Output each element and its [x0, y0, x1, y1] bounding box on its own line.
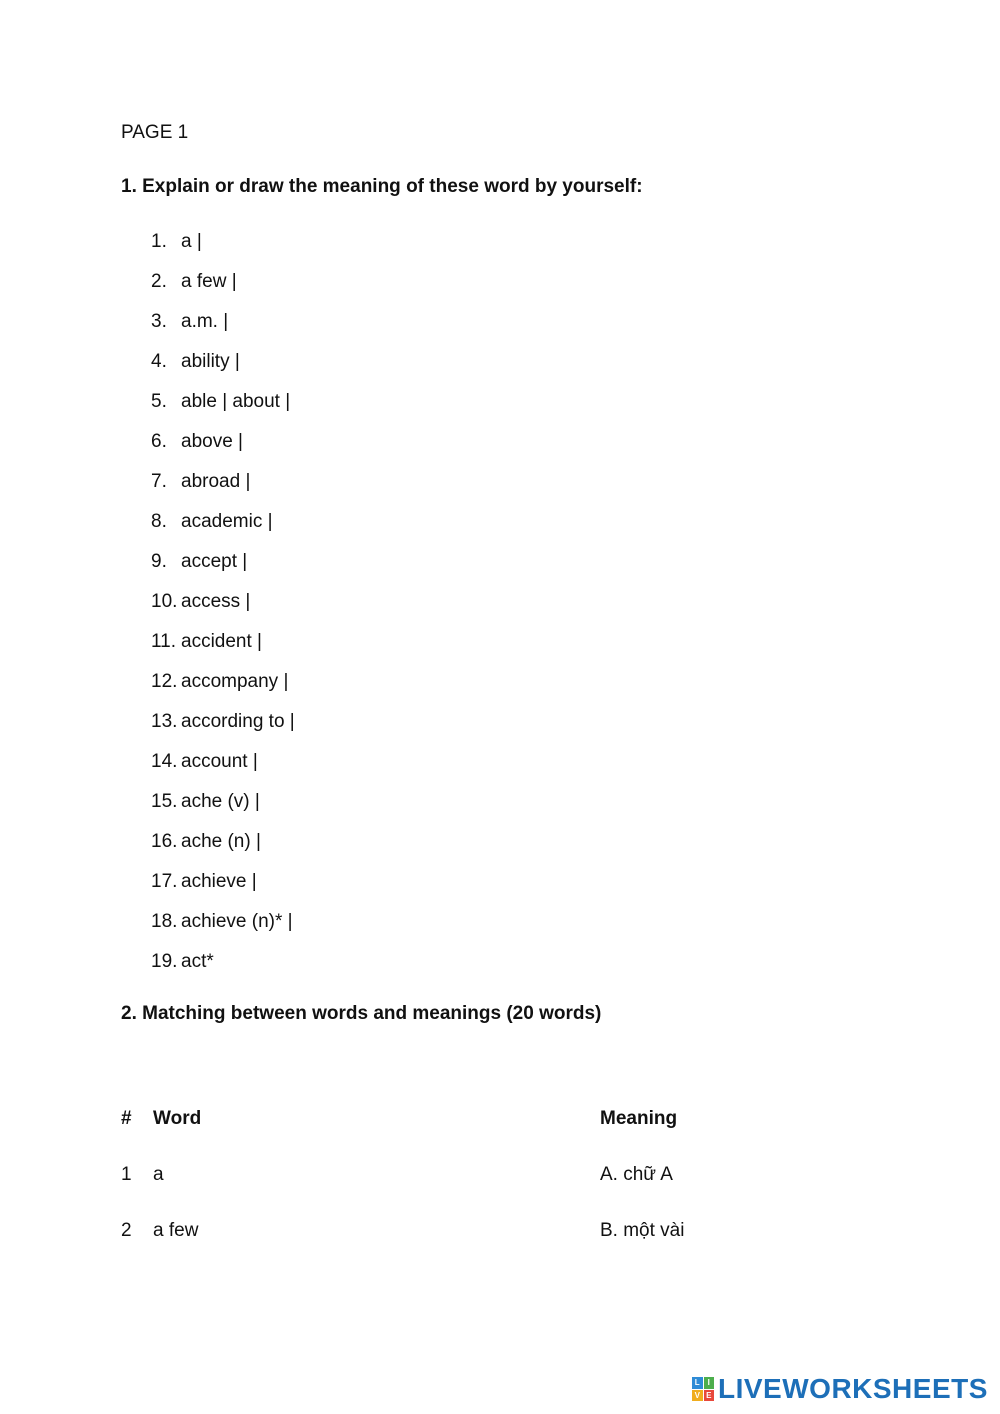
item-word: accident |: [181, 631, 262, 652]
badge-letter: E: [704, 1390, 715, 1402]
list-item: [151, 869, 295, 909]
column-header-word: Word: [153, 1108, 202, 1129]
list-item: [151, 749, 295, 789]
liveworksheets-logo: [692, 1373, 988, 1405]
item-number: 6.: [151, 431, 167, 452]
column-header-number: #: [121, 1108, 132, 1129]
item-number: 4.: [151, 351, 167, 372]
list-item: [151, 829, 295, 869]
list-item: [151, 709, 295, 749]
item-number: 8.: [151, 511, 167, 532]
badge-letter: L: [692, 1377, 703, 1389]
item-word: above |: [181, 431, 243, 452]
item-word: ache (n) |: [181, 831, 261, 852]
list-item: [151, 949, 295, 989]
row-number: 2: [121, 1220, 132, 1241]
item-number: 18.: [151, 911, 178, 932]
logo-badge-icon: [692, 1377, 714, 1401]
word-list: [151, 229, 295, 989]
list-item: [151, 789, 295, 829]
item-word: according to |: [181, 711, 295, 732]
item-number: 15.: [151, 791, 178, 812]
item-word: access |: [181, 591, 251, 612]
list-item: [151, 269, 295, 309]
item-word: achieve |: [181, 871, 257, 892]
section-2-heading: 2. Matching between words and meanings (20 words): [121, 1003, 602, 1024]
item-word: act*: [181, 951, 214, 972]
item-word: accompany |: [181, 671, 289, 692]
item-number: 10.: [151, 591, 178, 612]
item-word: account |: [181, 751, 258, 772]
item-word: academic |: [181, 511, 273, 532]
item-word: abroad |: [181, 471, 251, 492]
table-header-row: [121, 1108, 881, 1164]
item-number: 11.: [151, 631, 177, 652]
logo-text: LIVEWORKSHEETS: [718, 1373, 988, 1404]
item-word: ability |: [181, 351, 240, 372]
item-word: a |: [181, 231, 202, 252]
list-item: [151, 509, 295, 549]
list-item: [151, 469, 295, 509]
matching-table: [121, 1108, 881, 1276]
row-word: a: [153, 1164, 164, 1185]
list-item: [151, 229, 295, 269]
badge-letter: V: [692, 1390, 703, 1402]
item-number: 5.: [151, 391, 167, 412]
item-number: 19.: [151, 951, 178, 972]
item-word: accept |: [181, 551, 248, 572]
row-meaning: A. chữ A: [600, 1164, 673, 1185]
list-item: [151, 389, 295, 429]
item-number: 7.: [151, 471, 167, 492]
list-item: [151, 309, 295, 349]
item-word: able | about |: [181, 391, 291, 412]
item-number: 17.: [151, 871, 178, 892]
item-number: 9.: [151, 551, 167, 572]
table-row: [121, 1164, 881, 1220]
row-word: a few: [153, 1220, 199, 1241]
row-meaning: B. một vài: [600, 1220, 685, 1241]
item-number: 12.: [151, 671, 178, 692]
item-word: a few |: [181, 271, 237, 292]
list-item: [151, 549, 295, 589]
item-number: 1.: [151, 231, 167, 252]
table-row: [121, 1220, 881, 1276]
section-1-heading: 1. Explain or draw the meaning of these word by yourself:: [121, 176, 643, 197]
item-word: ache (v) |: [181, 791, 260, 812]
column-header-meaning: Meaning: [600, 1108, 678, 1129]
item-word: a.m. |: [181, 311, 229, 332]
list-item: [151, 909, 295, 949]
item-word: achieve (n)* |: [181, 911, 293, 932]
page-label: PAGE 1: [121, 122, 189, 143]
item-number: 13.: [151, 711, 178, 732]
list-item: [151, 629, 295, 669]
row-number: 1: [121, 1164, 132, 1185]
list-item: [151, 669, 295, 709]
list-item: [151, 349, 295, 389]
badge-letter: I: [704, 1377, 715, 1389]
item-number: 14.: [151, 751, 178, 772]
list-item: [151, 589, 295, 629]
item-number: 16.: [151, 831, 178, 852]
item-number: 2.: [151, 271, 167, 292]
item-number: 3.: [151, 311, 167, 332]
list-item: [151, 429, 295, 469]
